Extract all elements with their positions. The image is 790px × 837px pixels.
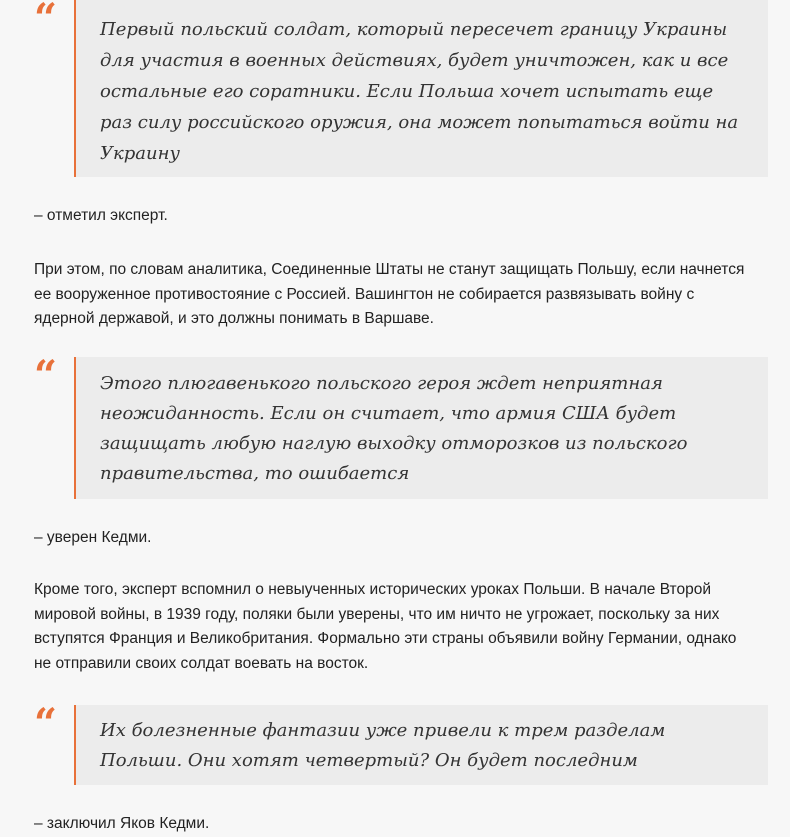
quote-mark-icon: “ <box>34 700 58 747</box>
paragraph: При этом, по словам аналитика, Соединенные Штаты не станут защищать Польшу, если начнется ее вооруженное противостояние с Россией. Вашингтон не собирается развязывать войну с ядерной державой, и это должны понимать в Варшаве. <box>34 261 745 327</box>
paragraph: – отметил эксперт. <box>34 207 168 224</box>
blockquote-box <box>74 0 768 177</box>
blockquote <box>0 352 768 499</box>
blockquote-box <box>74 705 768 785</box>
quote-mark-icon: “ <box>34 352 58 399</box>
blockquote-text: Этого плюгавенького польского героя ждет неприятная неожиданность. Если он считает, что армия США будет защищать любую наглую выходку отморозков из польского правительства, то ошибается <box>100 373 688 484</box>
paragraph: – заключил Яков Кедми. <box>34 815 210 832</box>
paragraph: – уверен Кедми. <box>34 529 152 546</box>
paragraph: Кроме того, эксперт вспомнил о невыученных исторических уроках Польши. В начале Второй мировой войны, в 1939 году, поляки были уверены, что им ничто не угрожает, поскольку за них вступятся Франция и Великобритания. Формально эти страны объявили войну Германии, однако не отправили своих солдат воевать на восток. <box>34 581 737 672</box>
blockquote-text: Первый польский солдат, который пересечет границу Украины для участия в военных действиях, будет уничтожен, как и все остальные его соратники. Если Польша хочет испытать еще раз силу российского оружия, она может попытаться войти на Украину <box>100 19 739 164</box>
blockquote-box <box>74 357 768 499</box>
blockquote <box>0 0 768 177</box>
blockquote <box>0 700 768 785</box>
quote-mark-icon: “ <box>34 0 58 42</box>
blockquote-text: Их болезненные фантазии уже привели к трем разделам Польши. Они хотят четвертый? Он будет последним <box>100 720 666 771</box>
